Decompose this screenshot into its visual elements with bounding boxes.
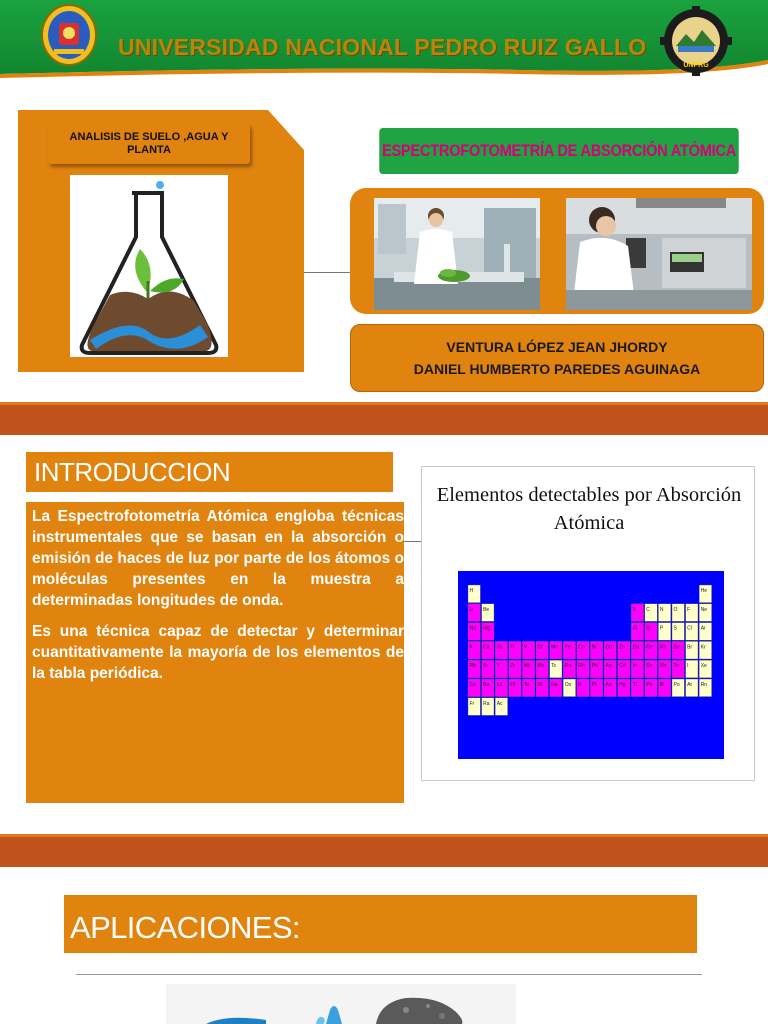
- element-symbol: Al: [632, 625, 638, 632]
- element-symbol: H: [469, 588, 474, 594]
- element-symbol: Cr: [537, 644, 543, 651]
- author-1: VENTURA LÓPEZ JEAN JHORDY: [446, 339, 668, 355]
- intro-paragraph-1: La Espectrofotometría Atómica engloba técnicas instrumentales que se basan en la absorción o emisión de haces de luz por parte de los átomos o moléculas presentes en la muestra a determinadas longitudes de onda.: [32, 508, 404, 609]
- rock-icon: [376, 998, 462, 1024]
- introduction-heading: INTRODUCCION: [26, 452, 393, 492]
- element-symbol: Ba: [483, 682, 490, 688]
- element-symbol: Po: [673, 682, 680, 688]
- element-cell-ta: [522, 679, 534, 697]
- element-cell-b: [631, 604, 643, 622]
- element-symbol: Fe: [564, 644, 571, 651]
- intro-paragraph-2: Es una técnica capaz de detectar y determinar cuantitativamente la mayoría de los elementos de la tabla periódica.: [32, 623, 404, 682]
- element-cell-be: [482, 604, 494, 622]
- element-symbol: N: [659, 606, 664, 613]
- element-cell-sc: [495, 641, 507, 659]
- element-symbol: Ag: [605, 663, 612, 670]
- element-cell-cr: [536, 641, 548, 659]
- element-symbol: He: [700, 588, 708, 594]
- element-cell-zn: [618, 641, 630, 659]
- element-cell-cd: [618, 660, 630, 678]
- element-symbol: K: [469, 644, 473, 651]
- element-symbol: Cd: [619, 663, 626, 670]
- element-symbol: O: [673, 606, 678, 613]
- element-cell-br: [686, 641, 698, 659]
- element-cell-al: [631, 623, 643, 641]
- element-cell-ar: [699, 623, 711, 641]
- section-divider-band: [0, 402, 768, 435]
- element-symbol: Mn: [551, 644, 559, 651]
- periodic-table-title: [422, 481, 756, 537]
- topic-title-banner: ESPECTROFOTOMETRÍA DE ABSORCIÓN ATÓMICA: [379, 128, 738, 174]
- flask-illustration: [70, 175, 228, 357]
- element-symbol: Rh: [578, 663, 585, 670]
- element-cell-na: [468, 623, 480, 641]
- element-cell-kr: [699, 641, 711, 659]
- water-drop-icon: [326, 1006, 342, 1024]
- element-cell-tc: [550, 660, 562, 678]
- element-symbol: Mg: [483, 625, 491, 632]
- element-symbol: Ra: [483, 700, 490, 707]
- element-cell-s: [672, 623, 684, 641]
- element-cell-si: [645, 623, 657, 641]
- element-cell-re: [550, 679, 562, 697]
- element-symbol: Sc: [496, 644, 503, 651]
- element-cell-tl: [631, 679, 643, 697]
- element-cell-ac: [495, 698, 507, 716]
- element-symbol: Zr: [510, 663, 516, 670]
- element-cell-cl: [686, 623, 698, 641]
- element-symbol: Mo: [537, 663, 545, 670]
- element-symbol: Cl: [687, 625, 692, 632]
- element-cell-f: [686, 604, 698, 622]
- element-symbol: Na: [469, 625, 476, 632]
- element-cell-hg: [618, 679, 630, 697]
- element-symbol: Br: [687, 644, 693, 651]
- element-symbol: Tc: [551, 663, 557, 670]
- element-symbol: Ca: [483, 644, 490, 651]
- element-cell-ba: [482, 679, 494, 697]
- element-cell-rb: [468, 660, 480, 678]
- element-symbol: Hg: [619, 682, 626, 688]
- connector-line: [304, 272, 354, 273]
- element-symbol: Kr: [700, 644, 706, 651]
- element-cell-n: [658, 604, 670, 622]
- element-symbol: Ac: [496, 700, 503, 707]
- element-symbol: Hf: [510, 682, 516, 688]
- element-cell-au: [604, 679, 616, 697]
- element-symbol: Nb: [523, 663, 531, 670]
- element-cell-cs: [468, 679, 480, 697]
- element-symbol: F: [687, 606, 691, 613]
- connector-line: [404, 541, 422, 542]
- element-cell-v: [522, 641, 534, 659]
- element-symbol: Sn: [646, 663, 653, 670]
- element-cell-ag: [604, 660, 616, 678]
- element-symbol: Pd: [591, 663, 599, 670]
- periodic-table-figure: [421, 466, 755, 781]
- element-cell-mo: [536, 660, 548, 678]
- element-symbol: As: [659, 644, 666, 651]
- element-symbol: Be: [483, 606, 490, 613]
- element-cell-ra: [482, 698, 494, 716]
- element-symbol: Fr: [469, 700, 475, 707]
- element-cell-te: [672, 660, 684, 678]
- element-symbol: Te: [673, 663, 679, 670]
- element-symbol: Xe: [700, 663, 707, 670]
- element-symbol: Ni: [591, 644, 597, 651]
- applications-images: [166, 984, 516, 1024]
- element-cell-rh: [577, 660, 589, 678]
- element-cell-at: [686, 679, 698, 697]
- university-crest-icon: [40, 3, 98, 67]
- element-symbol: P: [659, 625, 664, 632]
- element-symbol: Co: [578, 644, 585, 651]
- element-cell-w: [536, 679, 548, 697]
- element-symbol: Sr: [483, 663, 489, 670]
- element-symbol: Bi: [659, 682, 665, 688]
- element-symbol: Ta: [523, 682, 530, 688]
- element-cell-co: [577, 641, 589, 659]
- element-symbol: S: [673, 625, 677, 632]
- element-symbol: At: [687, 682, 692, 688]
- element-cell-y: [495, 660, 507, 678]
- element-cell-as: [658, 641, 670, 659]
- element-cell-h: [468, 585, 480, 603]
- element-cell-li: [468, 604, 480, 622]
- element-cell-p: [658, 623, 670, 641]
- element-symbol: Ti: [510, 644, 515, 651]
- element-symbol: Pb: [646, 682, 653, 688]
- element-cell-po: [672, 679, 684, 697]
- element-symbol: Pt: [591, 682, 597, 688]
- element-symbol: Au: [605, 682, 612, 688]
- element-cell-ne: [699, 604, 711, 622]
- element-cell-ga: [631, 641, 643, 659]
- element-symbol: Ge: [646, 644, 653, 651]
- author-2: DANIEL HUMBERTO PAREDES AGUINAGA: [413, 361, 701, 377]
- element-cell-fe: [563, 641, 575, 659]
- element-cell-cu: [604, 641, 616, 659]
- element-symbol: W: [537, 682, 543, 688]
- element-symbol: Os: [564, 682, 572, 688]
- element-symbol: I: [687, 663, 689, 670]
- element-symbol: Tl: [632, 682, 637, 688]
- element-cell-k: [468, 641, 480, 659]
- element-cell-in: [631, 660, 643, 678]
- element-cell-bi: [658, 679, 670, 697]
- element-symbol: Sb: [659, 663, 667, 670]
- left-card-tab: ANALISIS DE SUELO ,AGUA Y PLANTA: [48, 124, 250, 164]
- element-symbol: V: [523, 644, 528, 651]
- periodic-table-title-line2: Atómica: [553, 512, 625, 534]
- element-cell-rn: [699, 679, 711, 697]
- authors-box: [350, 324, 764, 392]
- element-symbol: Y: [496, 663, 501, 670]
- element-cell-ni: [590, 641, 602, 659]
- seal-text: UNPRG: [683, 62, 709, 69]
- element-symbol: Se: [673, 644, 680, 651]
- university-name: UNIVERSIDAD NACIONAL PEDRO RUIZ GALLO: [118, 34, 647, 60]
- flask-soil-water-plant-icon: [70, 175, 228, 357]
- element-symbol: B: [632, 606, 637, 613]
- element-cell-xe: [699, 660, 711, 678]
- element-cell-he: [699, 585, 711, 603]
- element-cell-sr: [482, 660, 494, 678]
- element-cell-os: [563, 679, 575, 697]
- element-cell-ge: [645, 641, 657, 659]
- element-symbol: Zn: [619, 644, 625, 651]
- element-cell-hf: [509, 679, 521, 697]
- element-cell-fr: [468, 698, 480, 716]
- element-cell-ir: [577, 679, 589, 697]
- element-symbol: Cs: [469, 682, 476, 688]
- element-cell-sb: [658, 660, 670, 678]
- lab-photo-plants: [374, 198, 540, 310]
- periodic-table-title-line1: Elementos detectables por Absorción: [436, 484, 742, 506]
- element-symbol: C: [646, 606, 650, 613]
- element-cell-mg: [482, 623, 494, 641]
- element-symbol: Li: [469, 606, 474, 613]
- applications-heading: APLICACIONES:: [64, 895, 697, 953]
- element-symbol: La: [496, 682, 503, 688]
- element-symbol: Rn: [700, 682, 708, 688]
- element-cell-i: [686, 660, 698, 678]
- element-cell-pd: [590, 660, 602, 678]
- element-symbol: Ne: [700, 606, 708, 613]
- element-symbol: In: [632, 663, 637, 670]
- element-symbol: Rb: [469, 663, 476, 670]
- lab-photo-instrument: [566, 198, 752, 310]
- element-cell-ru: [563, 660, 575, 678]
- element-cell-la: [495, 679, 507, 697]
- element-symbol: Ir: [578, 682, 582, 688]
- element-symbol: Si: [646, 625, 651, 632]
- element-symbol: Cu: [605, 644, 612, 651]
- element-symbol: Re: [551, 682, 558, 688]
- faculty-seal-icon: [658, 6, 734, 76]
- element-cell-ca: [482, 641, 494, 659]
- element-cell-sn: [645, 660, 657, 678]
- section-divider-band: [0, 834, 768, 867]
- element-cell-ti: [509, 641, 521, 659]
- element-cell-mn: [550, 641, 562, 659]
- periodic-table: [458, 571, 724, 759]
- element-symbol: Ga: [632, 644, 640, 651]
- water-wave-icon: [206, 1018, 266, 1024]
- element-cell-pt: [590, 679, 602, 697]
- divider-line: [76, 974, 702, 975]
- element-cell-nb: [522, 660, 534, 678]
- introduction-text-box: [26, 502, 404, 803]
- element-cell-pb: [645, 679, 657, 697]
- element-symbol: Ru: [564, 663, 572, 670]
- element-cell-zr: [509, 660, 521, 678]
- element-cell-c: [645, 604, 657, 622]
- element-symbol: Ar: [700, 625, 706, 632]
- element-cell-se: [672, 641, 684, 659]
- element-cell-o: [672, 604, 684, 622]
